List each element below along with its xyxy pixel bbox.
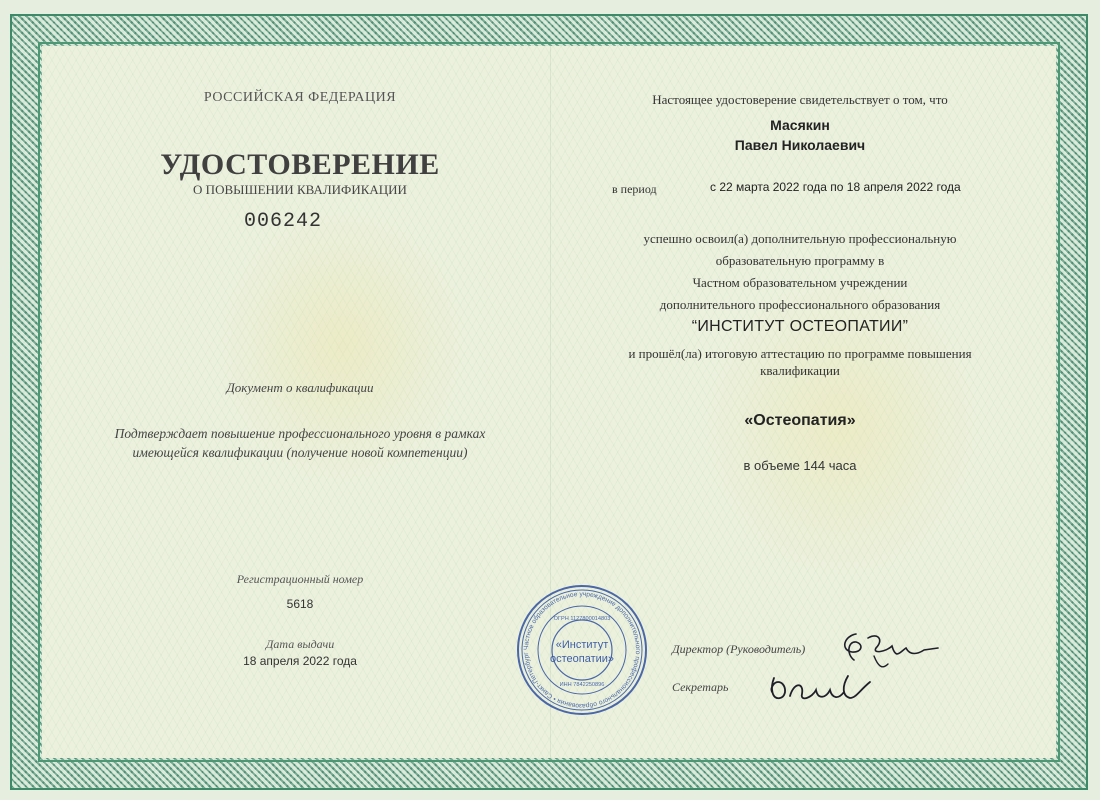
attestation-line: и прошёл(ла) итоговую аттестацию по программе повышения — [628, 346, 972, 361]
issue-date: 18 апреля 2022 года — [243, 654, 357, 668]
stamp-ring-text: Частное образовательное учреждение дополнительного профессионального образования • Санкт-Петербург — [522, 590, 642, 710]
period-label: в период — [612, 182, 657, 196]
stamp-ogrn: ОГРН 1127800014803 — [553, 616, 611, 622]
description-line: имеющейся квалификации (получение новой компетенции) — [132, 445, 468, 460]
program-statement — [600, 228, 1000, 316]
institute-name: “ИНСТИТУТ ОСТЕОПАТИИ” — [691, 318, 909, 335]
country-label: РОССИЙСКАЯ ФЕДЕРАЦИЯ — [203, 90, 397, 105]
stamp-center-line: «Институт — [555, 639, 609, 651]
statement-line: успешно освоил(а) дополнительную профессиональную — [643, 231, 957, 246]
registration-label: Регистрационный номер — [236, 572, 364, 586]
institute-stamp — [514, 582, 650, 718]
statement-line: Частном образовательном учреждении — [692, 275, 908, 290]
intro-text: Настоящее удостоверение свидетельствует о том, что — [652, 92, 948, 107]
secretary-signature — [760, 668, 880, 708]
recipient-surname: Масякин — [770, 117, 830, 133]
document-number: 006242 — [244, 210, 323, 233]
director-label: Директор (Руководитель) — [672, 642, 806, 656]
description-line: Подтверждает повышение профессионального уровня в рамках — [114, 426, 486, 441]
document-type: Документ о квалификации — [226, 380, 374, 395]
statement-line: образовательную программу в — [715, 253, 885, 268]
attestation-line: квалификации — [760, 363, 840, 378]
stamp-inn: ИНН 7842250896 — [559, 682, 605, 688]
period-value: с 22 марта 2022 года по 18 апреля 2022 года — [710, 180, 961, 194]
secretary-label: Секретарь — [672, 680, 729, 694]
issue-date-label: Дата выдачи — [265, 637, 335, 651]
document-description — [80, 424, 520, 462]
statement-line: дополнительного профессионального образования — [659, 297, 941, 312]
recipient-given-names: Павел Николаевич — [734, 137, 866, 153]
program-hours: в объеме 144 часа — [743, 458, 857, 473]
stamp-center-line: остеопатии» — [549, 653, 615, 665]
document-subtitle: О ПОВЫШЕНИИ КВАЛИФИКАЦИИ — [193, 182, 407, 197]
document-title: УДОСТОВЕРЕНИЕ — [160, 148, 440, 181]
program-name: «Остеопатия» — [744, 412, 856, 429]
attestation-text — [600, 345, 1000, 379]
registration-number: 5618 — [286, 597, 314, 611]
